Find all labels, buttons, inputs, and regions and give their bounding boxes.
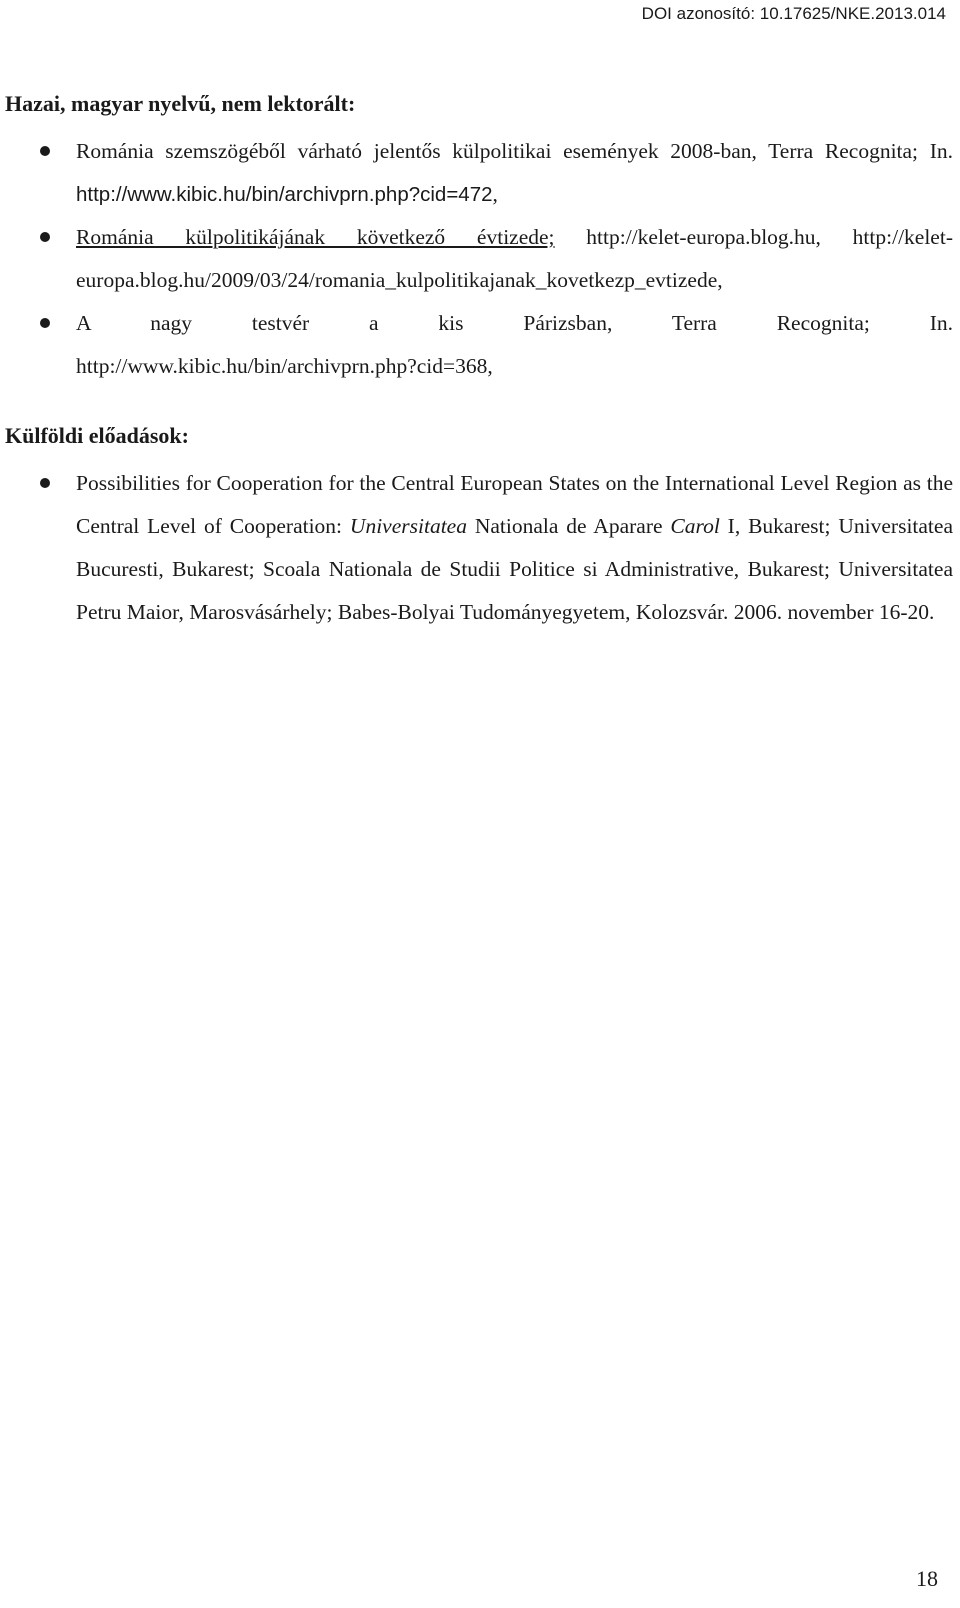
list-item: Románia szemszögéből várható jelentős külpolitikai események 2008-ban, Terra Recognita; In. http://www.kibic.hu/bin/archivprn.php?cid=472, — [5, 130, 953, 216]
bullet-icon — [40, 232, 50, 242]
document-body — [5, 86, 953, 634]
publication-title-link[interactable]: Románia külpolitikájának következő évtizede; — [76, 225, 555, 249]
bullet-icon — [40, 478, 50, 488]
list-item: Románia külpolitikájának következő évtizede; http://kelet-europa.blog.hu, http://kelet-europa.blog.hu/2009/03/24/romania_kulpolitikajanak_kovetkezp_evtizede, — [5, 216, 953, 302]
section-heading-domestic: Hazai, magyar nyelvű, nem lektorált: — [5, 91, 356, 116]
domestic-publications-list — [5, 130, 953, 388]
list-item: A nagy testvér a kis Párizsban, Terra Recognita; In. — [5, 302, 953, 345]
section-heading-foreign: Külföldi előadások: — [5, 423, 189, 448]
foreign-presentations-list — [5, 462, 953, 634]
bullet-icon — [40, 146, 50, 156]
publication-link[interactable]: http://www.kibic.hu/bin/archivprn.php?cid=472 — [76, 183, 493, 206]
list-item-continuation — [5, 345, 953, 388]
publication-link[interactable]: http://www.kibic.hu/bin/archivprn.php?cid=368, — [76, 354, 493, 378]
list-item: Possibilities for Cooperation for the Central European States on the International Level Region as the Central Level of Cooperation: Universitatea Nationala de Aparare Carol I, Bukarest; Universitatea Bucuresti, Bukarest; Scoala Nationala de Studii Politice si Administrative, Bukarest; Universitatea Petru Maior, Marosvásárhely; Babes-Bolyai Tudományegyetem, Kolozsvár. 2006. november 16-20. — [5, 462, 953, 634]
doi-header: DOI azonosító: 10.17625/NKE.2013.014 — [641, 4, 946, 23]
page-number: 18 — [916, 1566, 938, 1591]
bullet-icon — [40, 318, 50, 328]
